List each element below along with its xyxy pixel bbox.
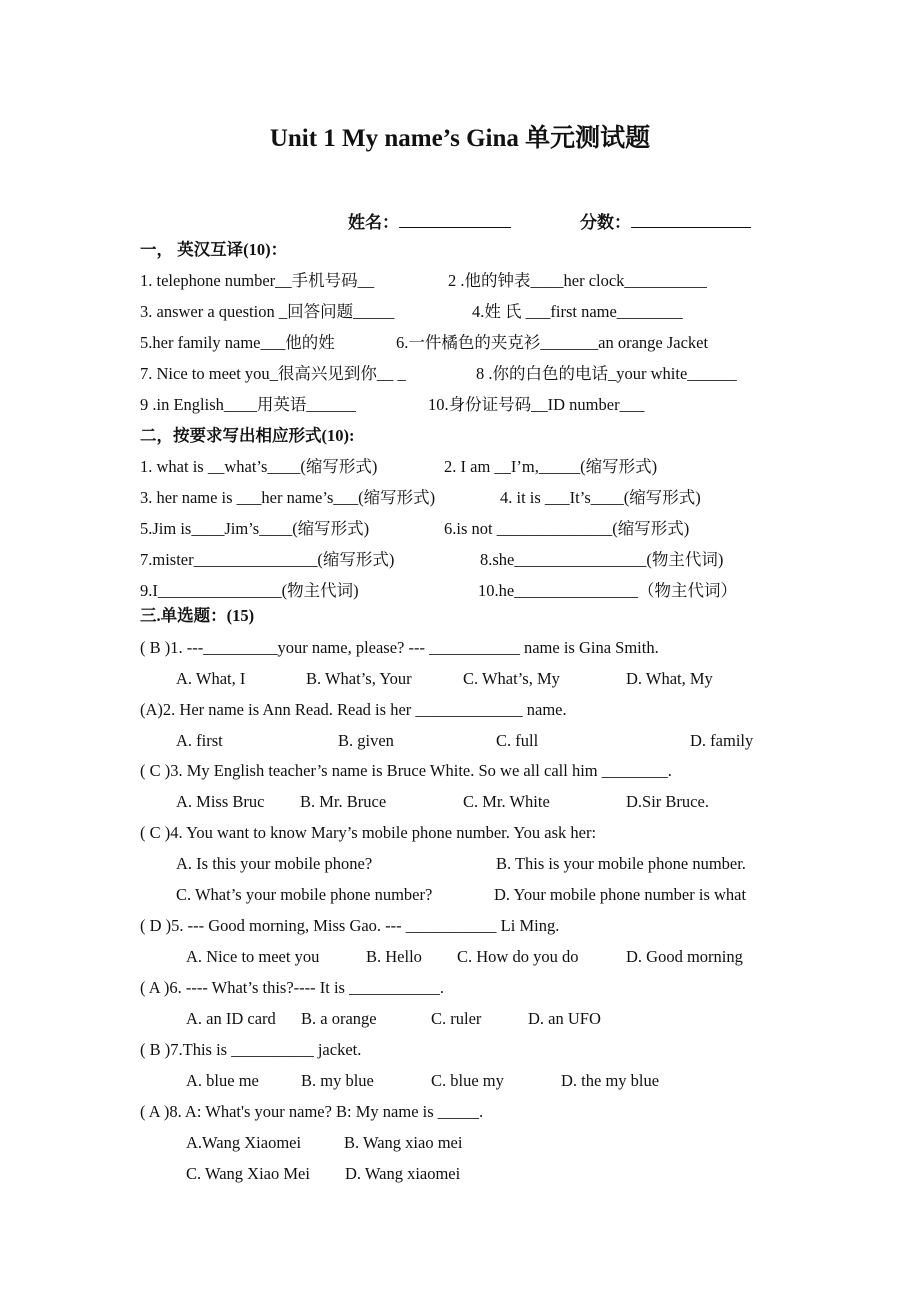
question-option: B. Hello: [366, 947, 422, 966]
question-option: A. an ID card: [186, 1009, 276, 1028]
question-option: C. What’s your mobile phone number?: [176, 885, 433, 904]
section2-item: 4. it is ___It’s____(缩写形式): [500, 488, 701, 507]
question-stem: ( C )4. You want to know Mary’s mobile phone number. You ask her:: [140, 823, 597, 842]
section2-item: 9.I_______________(物主代词): [140, 581, 359, 600]
score-field: [580, 208, 751, 233]
question-stem: ( C )3. My English teacher’s name is Bruce White. So we all call him ________.: [140, 761, 672, 780]
section2-item: 2. I am __I’m,_____(缩写形式): [444, 457, 658, 476]
section2-item: 10.he_______________（物主代词）: [478, 581, 737, 600]
section1-item: 2 .他的钟表____her clock__________: [448, 271, 707, 290]
section1-item: 7. Nice to meet you_很高兴见到你__ _: [140, 364, 406, 383]
question-stem: ( D )5. --- Good morning, Miss Gao. --- ___________ Li Ming.: [140, 916, 560, 935]
question-option: D. Good morning: [626, 947, 743, 966]
section2-heading: 二，按要求写出相应形式(10):: [140, 426, 355, 445]
question-option: B. my blue: [301, 1071, 374, 1090]
question-stem: ( A )6. ---- What’s this?---- It is ___________.: [140, 978, 444, 997]
question-option: D. family: [690, 731, 754, 750]
question-stem: ( A )8. A: What's your name? B: My name is _____.: [140, 1102, 484, 1121]
name-blank: [399, 211, 511, 228]
section1-item: 8 .你的白色的电话_your white______: [476, 364, 737, 383]
question-option: D.Sir Bruce.: [626, 792, 709, 811]
question-option: B. a orange: [301, 1009, 377, 1028]
question-option: B. Mr. Bruce: [300, 792, 387, 811]
name-field: [348, 208, 511, 233]
question-option: A. first: [176, 731, 223, 750]
question-option: C. Mr. White: [463, 792, 550, 811]
question-stem: ( B )7.This is __________ jacket.: [140, 1040, 362, 1059]
question-option: C. blue my: [431, 1071, 504, 1090]
question-stem: ( B )1. ---_________your name, please? --- ___________ name is Gina Smith.: [140, 638, 659, 657]
question-option: A. Nice to meet you: [186, 947, 320, 966]
section1-item: 4.姓 氏 ___first name________: [472, 302, 683, 321]
question-option: A. blue me: [186, 1071, 259, 1090]
section1-item: 9 .in English____用英语______: [140, 395, 356, 414]
question-option: C. ruler: [431, 1009, 482, 1028]
name-label: 姓名：: [348, 213, 399, 232]
question-stem: (A)2. Her name is Ann Read. Read is her _____________ name.: [140, 700, 567, 719]
section1-heading: 一， 英汉互译(10)：: [140, 240, 288, 259]
question-option: D. Wang xiaomei: [345, 1164, 461, 1183]
question-option: D. an UFO: [528, 1009, 601, 1028]
section2-item: 7.mister_______________(缩写形式): [140, 550, 395, 569]
score-blank: [631, 211, 751, 228]
question-option: B. given: [338, 731, 394, 750]
question-option: A. Is this your mobile phone?: [176, 854, 373, 873]
section2-item: 1. what is __what’s____(缩写形式): [140, 457, 378, 476]
question-option: B. Wang xiao mei: [344, 1133, 463, 1152]
question-option: C. Wang Xiao Mei: [186, 1164, 310, 1183]
question-option: C. What’s, My: [463, 669, 560, 688]
question-option: C. full: [496, 731, 539, 750]
score-label: 分数：: [580, 213, 631, 232]
question-option: C. How do you do: [457, 947, 579, 966]
question-option: A. Miss Bruc: [176, 792, 265, 811]
section3-heading: 三.单选题：(15): [140, 606, 255, 625]
section2-item: 8.she________________(物主代词): [480, 550, 724, 569]
section1-item: 1. telephone number__手机号码__: [140, 271, 375, 290]
section1-item: 3. answer a question _回答问题_____: [140, 302, 395, 321]
question-option: B. What’s, Your: [306, 669, 412, 688]
section2-item: 5.Jim is____Jim’s____(缩写形式): [140, 519, 370, 538]
section1-item: 5.her family name___他的姓: [140, 333, 335, 352]
page-title: Unit 1 My name’s Gina 单元测试题: [269, 125, 651, 152]
section2-item: 6.is not ______________(缩写形式): [444, 519, 690, 538]
question-option: D. What, My: [626, 669, 713, 688]
question-option: A.Wang Xiaomei: [186, 1133, 302, 1152]
question-option: B. This is your mobile phone number.: [496, 854, 746, 873]
question-option: A. What, I: [176, 669, 246, 688]
section1-item: 6.一件橘色的夹克衫_______an orange Jacket: [396, 333, 709, 352]
question-option: D. Your mobile phone number is what: [494, 885, 747, 904]
section2-item: 3. her name is ___her name’s___(缩写形式): [140, 488, 436, 507]
question-option: D. the my blue: [561, 1071, 660, 1090]
section1-item: 10.身份证号码__ID number___: [428, 395, 645, 414]
